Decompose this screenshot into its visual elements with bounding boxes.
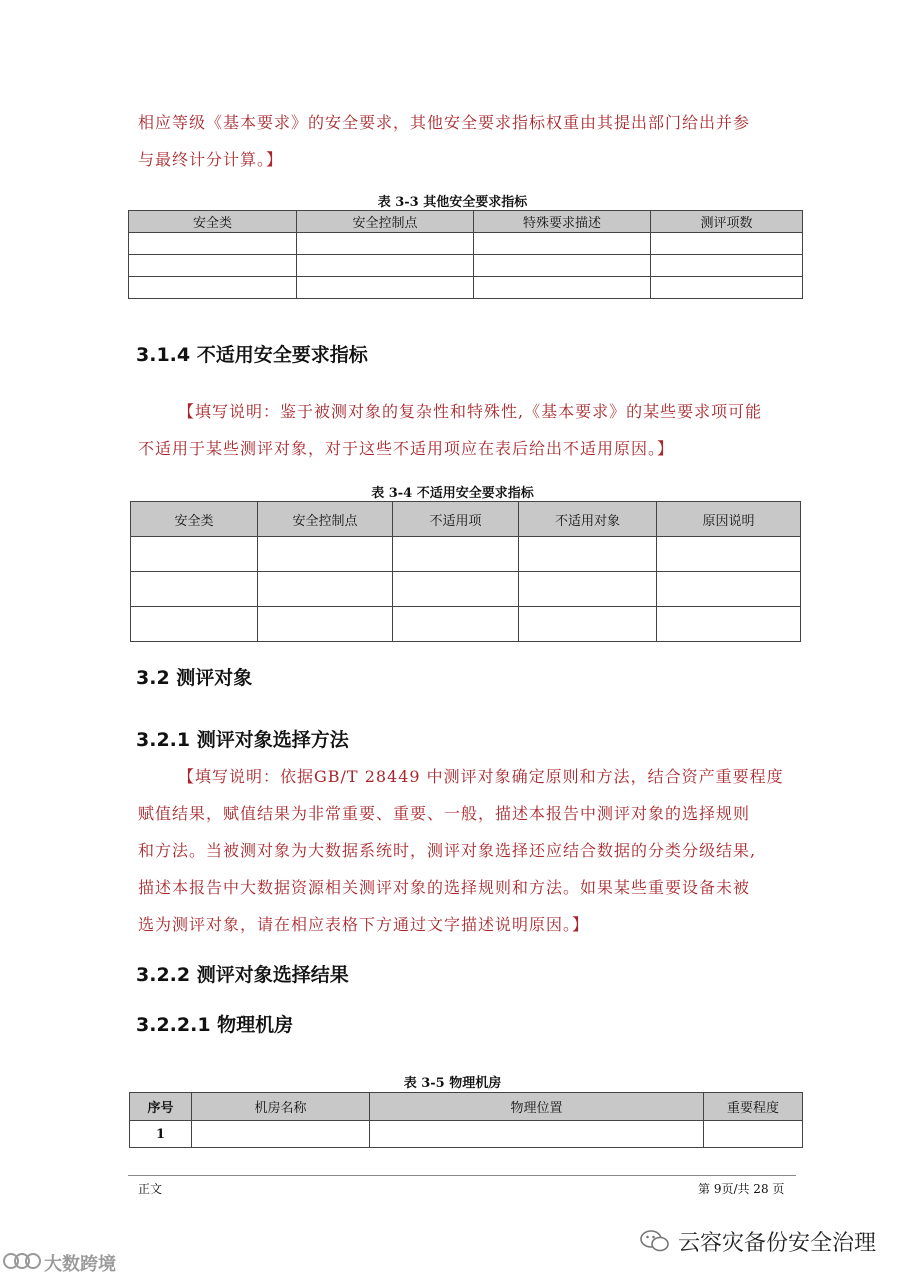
table-3-4-header: 安全类: [131, 502, 258, 537]
footer-left: 正文: [138, 1182, 163, 1196]
table-row: [129, 255, 803, 277]
s321-line-1: 【填写说明：依据GB/T 28449 中测评对象确定原则和方法，结合资产重要程度: [178, 767, 784, 786]
table-3-3-header: 特殊要求描述: [474, 211, 651, 233]
watermark-account: 云容灾备份安全治理: [678, 1231, 877, 1256]
table-3-3-header: 测评项数: [651, 211, 803, 233]
intro-line-1: 相应等级《基本要求》的安全要求，其他安全要求指标权重由其提出部门给出并参: [138, 113, 751, 132]
table-3-4-caption: 表 3-4 不适用安全要求指标: [371, 486, 534, 501]
table-3-4-header: 安全控制点: [258, 502, 393, 537]
section-3-2-1-heading: 3.2.1 测评对象选择方法: [136, 729, 349, 751]
table-3-5-caption: 表 3-5 物理机房: [403, 1076, 502, 1091]
table-3-4-header: 原因说明: [657, 502, 801, 537]
s314-line-2: 不适用于某些测评对象，对于这些不适用项应在表后给出不适用原因。】: [138, 439, 675, 458]
table-3-4-header: 不适用项: [393, 502, 519, 537]
table-3-3-header: 安全类: [129, 211, 297, 233]
table-row: [131, 537, 801, 572]
watermark-logo-icon: [2, 1249, 42, 1277]
page-number: 第 9页/共 28 页: [698, 1182, 785, 1196]
table-3-3-caption: 表 3-3 其他安全要求指标: [377, 195, 528, 210]
table-3-4: [130, 501, 801, 642]
s314-line-1: 【填写说明：鉴于被测对象的复杂性和特殊性,《基本要求》的某些要求项可能: [178, 402, 763, 421]
table-3-3-header: 安全控制点: [297, 211, 474, 233]
s321-line-5: 选为测评对象，请在相应表格下方通过文字描述说明原因。】: [138, 915, 590, 934]
table-row: [130, 1121, 803, 1148]
intro-line-2: 与最终计分计算。】: [138, 150, 284, 169]
footer-divider: [128, 1175, 796, 1176]
table-3-5-header: 重要程度: [704, 1093, 803, 1121]
section-3-1-4-heading: 3.1.4 不适用安全要求指标: [136, 344, 368, 366]
table-3-5: [129, 1092, 803, 1148]
table-row: [131, 572, 801, 607]
table-3-5-header: 机房名称: [192, 1093, 370, 1121]
s321-line-2: 赋值结果，赋值结果为非常重要、重要、一般，描述本报告中测评对象的选择规则: [138, 804, 751, 823]
section-3-2-2-heading: 3.2.2 测评对象选择结果: [136, 964, 349, 986]
section-3-2-heading: 3.2 测评对象: [136, 667, 253, 689]
table-3-5-header: 物理位置: [370, 1093, 704, 1121]
table-3-5-header: 序号: [130, 1093, 192, 1121]
table-row: [131, 607, 801, 642]
watermark-brand: 大数跨境: [44, 1254, 116, 1275]
table-row: [129, 277, 803, 299]
s321-line-3: 和方法。当被测对象为大数据系统时，测评对象选择还应结合数据的分类分级结果,: [138, 841, 757, 860]
s321-line-4: 描述本报告中大数据资源相关测评对象的选择规则和方法。如果某些重要设备未被: [138, 878, 751, 897]
wechat-icon: [640, 1228, 670, 1258]
table-3-4-header: 不适用对象: [519, 502, 657, 537]
table-row: [129, 233, 803, 255]
row-number: 1: [130, 1121, 192, 1148]
table-3-3: [128, 210, 803, 299]
section-3-2-2-1-heading: 3.2.2.1 物理机房: [136, 1014, 294, 1036]
